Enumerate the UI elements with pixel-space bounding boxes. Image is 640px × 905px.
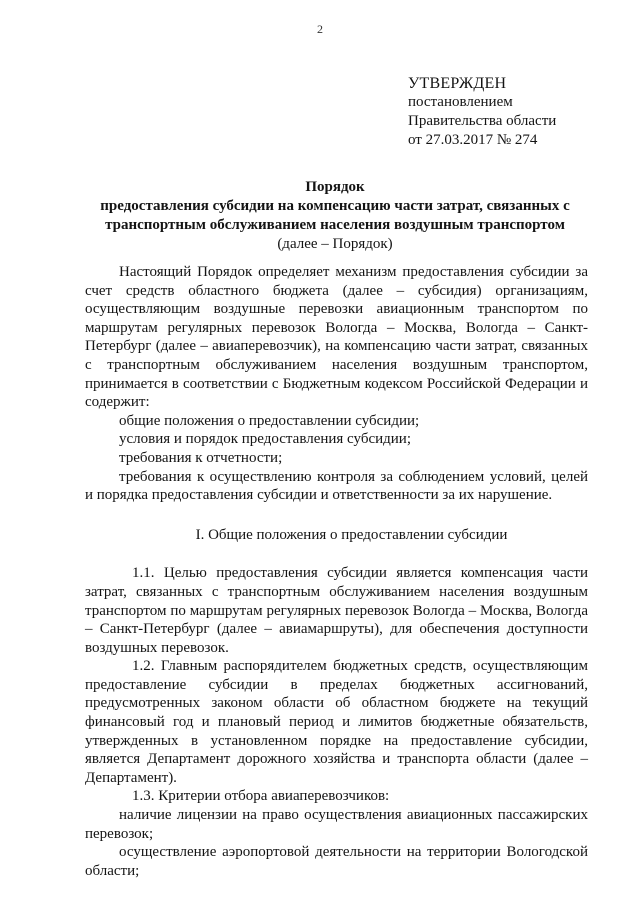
criteria-item: наличие лицензии на право осуществления авиационных пассажирских перевозок; [85, 807, 588, 842]
intro-list-item: требования к отчетности; [119, 449, 283, 466]
approval-date: от 27.03.2017 № 274 [408, 132, 538, 148]
clause-1-2: 1.2. Главным распорядителем бюджетных средств, осуществляющим предоставление субсидии в пределах бюджетных ассигнований, предусмотренных законом области об областном бюджете на текущий финансовый год и плановый период и лимитов бюджетные обязательств, утвержденных в установленном порядке на предоставление субсидии, является Департамент дорожного хозяйства и транспорта области (далее – Департамент). [85, 658, 588, 786]
criteria-item: осуществление аэропортовой деятельности на территории Вологодской области; [85, 844, 588, 879]
clause-1-3: 1.3. Критерии отбора авиаперевозчиков: [132, 788, 390, 805]
approval-line: Правительства области [408, 113, 557, 129]
page-number: 2 [317, 22, 323, 36]
approval-line: постановлением [408, 94, 513, 110]
section-heading: I. Общие положения о предоставлении субсидии [195, 526, 508, 543]
title-subtitle-line: предоставления субсидии на компенсацию части затрат, связанных с [100, 198, 570, 214]
title-subtitle-line: транспортным обслуживанием населения воздушным транспортом [105, 217, 565, 233]
intro-list-item: требования к осуществлению контроля за соблюдением условий, целей и порядка предоставления субсидии и ответственности за их нарушение. [85, 468, 588, 504]
title-main: Порядок [305, 179, 365, 195]
approval-heading: УТВЕРЖДЕН [408, 75, 507, 92]
intro-list-item: условия и порядок предоставления субсидии; [119, 431, 411, 448]
document-body [85, 263, 588, 880]
title-note: (далее – Порядок) [277, 236, 393, 252]
clause-1-1: 1.1. Целью предоставления субсидии является компенсация части затрат, связанных с транспортным обслуживанием населения воздушным транспортом по маршрутам регулярных перевозок Вологда – Москва, Вологда – Санкт-Петербург (далее – авиамаршруты), для обеспечения доступности воздушных перевозок. [85, 565, 588, 656]
approval-block [408, 74, 628, 150]
intro-list-item: общие положения о предоставлении субсидии; [119, 412, 420, 429]
intro-paragraph: Настоящий Порядок определяет механизм предоставления субсидии за счет средств областного бюджета (далее – субсидия) организациям, осуществляющим воздушные перевозки авиационным транспортом по маршрутам регулярных перевозок Вологда – Москва, Вологда – Санкт-Петербург (далее – авиаперевозчик), на компенсацию части затрат, связанных с транспортным обслуживанием населения воздушным транспортом, принимается в соответствии с Бюджетным кодексом Российской Федерации и содержит: [85, 264, 588, 411]
document-title [60, 178, 610, 254]
